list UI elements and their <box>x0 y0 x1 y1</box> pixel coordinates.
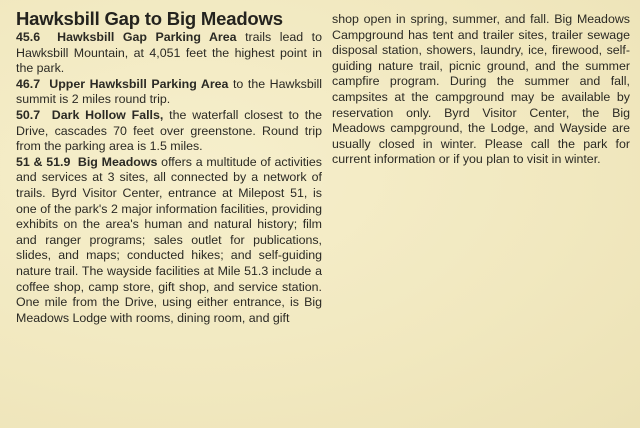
entry-text: trails lead to Hawksbill Mountain, at 4,051 feet the highest point in the park. <box>16 30 323 76</box>
entry-mile: 50.7 <box>16 107 41 122</box>
right-column <box>332 12 630 168</box>
section-title: Hawksbill Gap to Big Meadows <box>16 8 283 29</box>
entry-big-meadows <box>16 155 322 327</box>
entry-upper-hawksbill <box>16 77 322 108</box>
entry-text: to the Hawksbill summit is 2 miles round trip. <box>16 76 322 107</box>
entry-dark-hollow-falls <box>16 108 322 155</box>
entry-name: Hawksbill Gap Parking Area <box>57 30 237 44</box>
entry-hawksbill-gap <box>16 30 322 77</box>
entry-mile: 45.6 <box>16 30 41 44</box>
entry-mile: 46.7 <box>16 76 41 91</box>
big-meadows-continuation: shop open in spring, summer, and fall. Big Meadows Campground has tent and trailer sites, trailer sewage disposal station, showers, laundry, ice, firewood, self-guiding nature trail, picnic ground, and the summer campfire program. During the summer and fall, campsites at the campground may be available by reservation only. Byrd Visitor Center, the Big Meadows campground, the Lodge, and Wayside are usually closed in winter. Please call the park for current information or if you plan to visit in winter. <box>332 12 630 167</box>
entry-mile: 51 & 51.9 <box>16 154 71 169</box>
entry-text: offers a multitude of activities and services at 3 sites, all connected by a network of trails. Byrd Visitor Center, entrance at Milepost 51, is one of the park's 2 major information facilities, providing exhibits on the area's human and natural history; film and ranger programs; sales outlet for publications, slides, and maps; conducted hikes; and self-guiding nature trail. The wayside facilities at Mile 51.3 include a coffee shop, camp store, gift shop, and service station. One mile from the Drive, using either entrance, is Big Meadows Lodge with rooms, dining room, and gift <box>16 154 322 325</box>
entry-name: Dark Hollow Falls, <box>51 107 164 122</box>
entry-name: Upper Hawksbill Parking Area <box>49 76 229 91</box>
entry-name: Big Meadows <box>77 154 158 169</box>
entry-text: the waterfall closest to the Drive, cascades 70 feet over greenstone. Round trip from the parking area is 1.5 miles. <box>16 107 322 154</box>
left-column <box>16 8 322 326</box>
